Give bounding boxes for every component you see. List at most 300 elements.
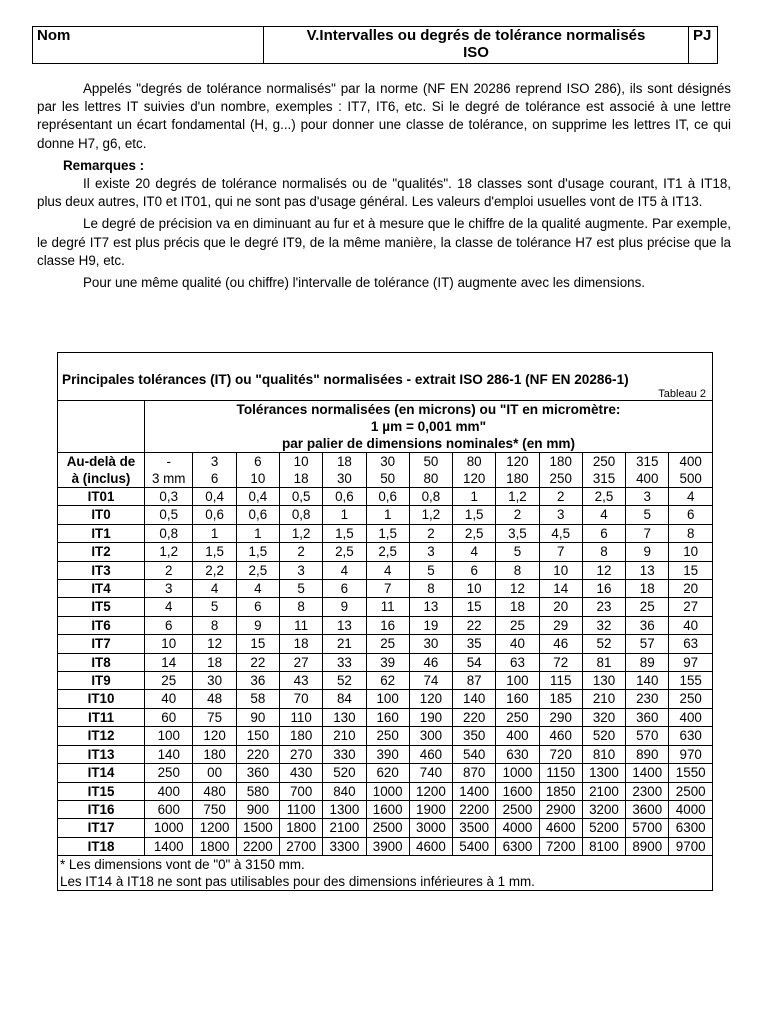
tolerance-value: 840 bbox=[323, 782, 366, 800]
tolerance-value: 0,8 bbox=[145, 524, 193, 542]
tolerance-value: 43 bbox=[280, 672, 323, 690]
tolerance-value: 600 bbox=[145, 800, 193, 818]
tolerance-value: 4 bbox=[582, 506, 625, 524]
tolerance-value: 330 bbox=[323, 745, 366, 763]
tolerance-value: 6 bbox=[145, 616, 193, 634]
tolerance-value: 25 bbox=[145, 672, 193, 690]
tolerance-value: 520 bbox=[323, 764, 366, 782]
tolerance-value: 1,5 bbox=[323, 524, 366, 542]
grade-label: IT6 bbox=[58, 616, 145, 634]
dimension-from: 6 bbox=[254, 454, 262, 469]
tolerance-value: 39 bbox=[366, 653, 409, 671]
tolerance-value: 5200 bbox=[582, 819, 625, 837]
tolerance-value: 2 bbox=[496, 506, 539, 524]
table-row bbox=[58, 524, 713, 542]
tolerance-value: 1800 bbox=[280, 819, 323, 837]
subheading-line-2: 1 µm = 0,001 mm" bbox=[370, 419, 487, 434]
table-title-cell bbox=[58, 353, 713, 401]
tolerance-value: 140 bbox=[626, 672, 669, 690]
row-header-label bbox=[58, 453, 145, 488]
grade-label: IT1 bbox=[58, 524, 145, 542]
grade-label: IT10 bbox=[58, 690, 145, 708]
grade-label: IT13 bbox=[58, 745, 145, 763]
tolerance-value: 4000 bbox=[496, 819, 539, 837]
tolerance-value: 5 bbox=[496, 543, 539, 561]
tolerance-value: 3500 bbox=[453, 819, 496, 837]
tolerance-value: 25 bbox=[626, 598, 669, 616]
dimension-range-header bbox=[582, 453, 625, 488]
tolerance-value: 3600 bbox=[626, 800, 669, 818]
dimension-range-header bbox=[539, 453, 582, 488]
tolerance-value: 27 bbox=[280, 653, 323, 671]
tolerance-table bbox=[57, 352, 713, 891]
dimension-header-row bbox=[58, 453, 713, 488]
tolerance-value: 18 bbox=[626, 580, 669, 598]
tolerance-value: 3200 bbox=[582, 800, 625, 818]
table-row bbox=[58, 690, 713, 708]
tolerance-value: 8 bbox=[669, 524, 713, 542]
tolerance-value: 2 bbox=[409, 524, 452, 542]
tolerance-value: 7 bbox=[626, 524, 669, 542]
tolerance-value: 810 bbox=[582, 745, 625, 763]
tolerance-value: 5700 bbox=[626, 819, 669, 837]
tolerance-value: 60 bbox=[145, 708, 193, 726]
tolerance-value: 4 bbox=[145, 598, 193, 616]
tolerance-value: 36 bbox=[236, 672, 279, 690]
tolerance-value: 2 bbox=[145, 561, 193, 579]
tolerance-value: 750 bbox=[193, 800, 236, 818]
table-row bbox=[58, 616, 713, 634]
tolerance-value: 19 bbox=[409, 616, 452, 634]
tolerance-value: 30 bbox=[409, 635, 452, 653]
dimension-range-header bbox=[669, 453, 713, 488]
tolerance-value: 2,5 bbox=[236, 561, 279, 579]
tolerance-value: 0,6 bbox=[236, 506, 279, 524]
tolerance-value: 1 bbox=[193, 524, 236, 542]
tolerance-value: 3,5 bbox=[496, 524, 539, 542]
tolerance-value: 4600 bbox=[539, 819, 582, 837]
tolerance-value: 16 bbox=[582, 580, 625, 598]
tolerance-value: 1 bbox=[323, 506, 366, 524]
table-row bbox=[58, 708, 713, 726]
tolerance-value: 1200 bbox=[409, 782, 452, 800]
dimension-to: 3 mm bbox=[151, 471, 186, 486]
tolerance-value: 52 bbox=[582, 635, 625, 653]
tolerance-value: 6 bbox=[323, 580, 366, 598]
tolerance-value: 23 bbox=[582, 598, 625, 616]
tolerance-value: 3 bbox=[409, 543, 452, 561]
tolerance-value: 25 bbox=[496, 616, 539, 634]
tolerance-value: 5400 bbox=[453, 837, 496, 855]
tolerance-value: 10 bbox=[145, 635, 193, 653]
tolerance-value: 400 bbox=[496, 727, 539, 745]
tolerance-value: 11 bbox=[366, 598, 409, 616]
tolerance-value: 81 bbox=[582, 653, 625, 671]
dimension-from: 400 bbox=[679, 454, 702, 469]
tolerance-value: 0,5 bbox=[145, 506, 193, 524]
tolerance-value: 35 bbox=[453, 635, 496, 653]
tolerance-value: 0,6 bbox=[366, 488, 409, 506]
tolerance-value: 40 bbox=[496, 635, 539, 653]
table-number: Tableau 2 bbox=[658, 388, 706, 400]
table-row bbox=[58, 745, 713, 763]
tolerance-value: 400 bbox=[145, 782, 193, 800]
tolerance-value: 15 bbox=[453, 598, 496, 616]
tolerance-value: 1,2 bbox=[409, 506, 452, 524]
table-row bbox=[58, 635, 713, 653]
dimension-to: 500 bbox=[679, 471, 702, 486]
tolerance-value: 570 bbox=[626, 727, 669, 745]
row-header-line-2: à (inclus) bbox=[71, 471, 131, 486]
tolerance-value: 1,2 bbox=[280, 524, 323, 542]
tolerance-value: 0,4 bbox=[236, 488, 279, 506]
dimension-from: - bbox=[166, 454, 171, 469]
dimension-range-header bbox=[409, 453, 452, 488]
tolerance-value: 12 bbox=[496, 580, 539, 598]
tolerance-value: 2100 bbox=[323, 819, 366, 837]
table-row bbox=[58, 653, 713, 671]
table-subheading bbox=[145, 401, 713, 453]
footnote-1: * Les dimensions vont de "0" à 3150 mm. bbox=[60, 857, 305, 873]
tolerance-value: 18 bbox=[280, 635, 323, 653]
tolerance-value: 5 bbox=[409, 561, 452, 579]
tolerance-value: 540 bbox=[453, 745, 496, 763]
tolerance-value: 2500 bbox=[669, 782, 713, 800]
dimension-from: 3 bbox=[210, 454, 219, 469]
tolerance-value: 2,5 bbox=[453, 524, 496, 542]
tolerance-value: 150 bbox=[236, 727, 279, 745]
tolerance-value: 14 bbox=[539, 580, 582, 598]
grade-label: IT2 bbox=[58, 543, 145, 561]
tolerance-value: 190 bbox=[409, 708, 452, 726]
tolerance-value: 130 bbox=[323, 708, 366, 726]
tolerance-value: 520 bbox=[582, 727, 625, 745]
tolerance-value: 46 bbox=[539, 635, 582, 653]
grade-label: IT3 bbox=[58, 561, 145, 579]
tolerance-value: 390 bbox=[366, 745, 409, 763]
tolerance-value: 110 bbox=[280, 708, 323, 726]
table-row bbox=[58, 543, 713, 561]
grade-label: IT15 bbox=[58, 782, 145, 800]
tolerance-value: 100 bbox=[496, 672, 539, 690]
tolerance-value: 8 bbox=[193, 616, 236, 634]
tolerance-value: 16 bbox=[366, 616, 409, 634]
grade-label: IT16 bbox=[58, 800, 145, 818]
tolerance-value: 1400 bbox=[145, 837, 193, 855]
tolerance-value: 970 bbox=[669, 745, 713, 763]
dimension-range-header bbox=[280, 453, 323, 488]
tolerance-value: 75 bbox=[193, 708, 236, 726]
table-row bbox=[58, 800, 713, 818]
document-title bbox=[264, 27, 689, 64]
table-row bbox=[58, 672, 713, 690]
tolerance-value: 90 bbox=[236, 708, 279, 726]
dimension-range-header bbox=[145, 453, 193, 488]
table-footnotes bbox=[58, 856, 713, 891]
tolerance-value: 0,5 bbox=[280, 488, 323, 506]
tolerance-value: 8100 bbox=[582, 837, 625, 855]
tolerance-value: 430 bbox=[280, 764, 323, 782]
tolerance-value: 4600 bbox=[409, 837, 452, 855]
tolerance-value: 220 bbox=[453, 708, 496, 726]
tolerance-value: 1000 bbox=[145, 819, 193, 837]
tolerance-value: 250 bbox=[366, 727, 409, 745]
tolerance-value: 180 bbox=[193, 745, 236, 763]
tolerance-value: 2500 bbox=[366, 819, 409, 837]
tolerance-value: 290 bbox=[539, 708, 582, 726]
tolerance-value: 870 bbox=[453, 764, 496, 782]
tolerance-value: 250 bbox=[496, 708, 539, 726]
tolerance-value: 1600 bbox=[496, 782, 539, 800]
tolerance-value: 3900 bbox=[366, 837, 409, 855]
table-row bbox=[58, 782, 713, 800]
tolerance-value: 2100 bbox=[582, 782, 625, 800]
table-row bbox=[58, 561, 713, 579]
tolerance-value: 9 bbox=[236, 616, 279, 634]
tolerance-value: 21 bbox=[323, 635, 366, 653]
tolerance-value: 25 bbox=[366, 635, 409, 653]
tolerance-value: 54 bbox=[453, 653, 496, 671]
dimension-to: 50 bbox=[380, 471, 396, 486]
dimension-range-header bbox=[236, 453, 279, 488]
tolerance-value: 70 bbox=[280, 690, 323, 708]
title-line-1: V.Intervalles ou degrés de tolérance normalisés bbox=[306, 27, 646, 44]
grade-label: IT0 bbox=[58, 506, 145, 524]
tolerance-value: 5 bbox=[193, 598, 236, 616]
tolerance-value: 89 bbox=[626, 653, 669, 671]
tolerance-value: 1800 bbox=[193, 837, 236, 855]
dimension-from: 180 bbox=[549, 454, 572, 469]
row-header-line-1: Au-delà de bbox=[66, 454, 136, 469]
tolerance-value: 4 bbox=[366, 561, 409, 579]
tolerance-value: 130 bbox=[582, 672, 625, 690]
tolerance-value: 140 bbox=[453, 690, 496, 708]
tolerance-value: 720 bbox=[539, 745, 582, 763]
tolerance-value: 1000 bbox=[496, 764, 539, 782]
tolerance-value: 2 bbox=[280, 543, 323, 561]
tolerance-value: 20 bbox=[669, 580, 713, 598]
table-row bbox=[58, 837, 713, 855]
tolerance-value: 2200 bbox=[453, 800, 496, 818]
tolerance-value: 2900 bbox=[539, 800, 582, 818]
grade-label: IT7 bbox=[58, 635, 145, 653]
table-row bbox=[58, 488, 713, 506]
dimension-from: 50 bbox=[423, 454, 439, 469]
dimension-to: 6 bbox=[210, 471, 219, 486]
tolerance-value: 5 bbox=[280, 580, 323, 598]
tolerance-value: 3 bbox=[539, 506, 582, 524]
pj-field bbox=[689, 27, 718, 64]
tolerance-value: 4 bbox=[453, 543, 496, 561]
tolerance-value: 1850 bbox=[539, 782, 582, 800]
dimension-from: 10 bbox=[293, 454, 309, 469]
dimension-to: 250 bbox=[549, 471, 572, 486]
grade-label: IT12 bbox=[58, 727, 145, 745]
tolerance-value: 13 bbox=[323, 616, 366, 634]
tolerance-value: 2,2 bbox=[193, 561, 236, 579]
tolerance-value: 2500 bbox=[496, 800, 539, 818]
tolerance-value: 900 bbox=[236, 800, 279, 818]
tolerance-value: 0,3 bbox=[145, 488, 193, 506]
tolerance-value: 3000 bbox=[409, 819, 452, 837]
tolerance-value: 460 bbox=[539, 727, 582, 745]
tolerance-value: 3 bbox=[626, 488, 669, 506]
dimension-from: 315 bbox=[636, 454, 659, 469]
tolerance-value: 97 bbox=[669, 653, 713, 671]
dimension-from: 30 bbox=[380, 454, 396, 469]
tolerance-value: 12 bbox=[582, 561, 625, 579]
table-row bbox=[58, 727, 713, 745]
grade-label: IT14 bbox=[58, 764, 145, 782]
tolerance-value: 700 bbox=[280, 782, 323, 800]
tolerance-value: 1550 bbox=[669, 764, 713, 782]
tolerance-value: 29 bbox=[539, 616, 582, 634]
tolerance-value: 890 bbox=[626, 745, 669, 763]
tolerance-value: 460 bbox=[409, 745, 452, 763]
tolerance-value: 32 bbox=[582, 616, 625, 634]
dimension-from: 250 bbox=[592, 454, 616, 469]
tolerance-value: 22 bbox=[236, 653, 279, 671]
tolerance-value: 180 bbox=[280, 727, 323, 745]
tolerance-value: 1,2 bbox=[145, 543, 193, 561]
grade-label: IT8 bbox=[58, 653, 145, 671]
tolerance-value: 33 bbox=[323, 653, 366, 671]
grade-label: IT01 bbox=[58, 488, 145, 506]
tolerance-value: 7 bbox=[366, 580, 409, 598]
table-row bbox=[58, 598, 713, 616]
tolerance-value: 3 bbox=[145, 580, 193, 598]
tolerance-value: 52 bbox=[323, 672, 366, 690]
tolerance-value: 0,6 bbox=[323, 488, 366, 506]
intro-text bbox=[37, 80, 731, 292]
dimension-from: 80 bbox=[466, 454, 482, 469]
grade-label: IT17 bbox=[58, 819, 145, 837]
tolerance-value: 6300 bbox=[496, 837, 539, 855]
tolerance-value: 15 bbox=[236, 635, 279, 653]
tolerance-value: 2300 bbox=[626, 782, 669, 800]
tolerance-value: 4 bbox=[193, 580, 236, 598]
tolerance-value: 8 bbox=[582, 543, 625, 561]
dimension-to: 315 bbox=[592, 471, 616, 486]
tolerance-value: 120 bbox=[193, 727, 236, 745]
tolerance-value: 87 bbox=[453, 672, 496, 690]
dimension-from: 18 bbox=[336, 454, 352, 469]
tolerance-value: 1,2 bbox=[496, 488, 539, 506]
tolerance-value: 1,5 bbox=[453, 506, 496, 524]
tolerance-value: 1 bbox=[366, 506, 409, 524]
tolerance-value: 2200 bbox=[236, 837, 279, 855]
dimension-range-header bbox=[193, 453, 236, 488]
tolerance-value: 15 bbox=[669, 561, 713, 579]
tolerance-value: 4000 bbox=[669, 800, 713, 818]
tolerance-value: 630 bbox=[496, 745, 539, 763]
intro-paragraph-1: Appelés "degrés de tolérance normalisés" par la norme (NF EN 20286 reprend ISO 286), ils sont désignés par les lettres IT suivies d'un nombre, exemples : IT7, IT6, etc. Si le degré de tolérance est associé à une lettre représentant un écart fondamental (H, g...) pour donner une classe de tolérance, on supprime les lettres IT, ce qui donne H7, g6, etc. bbox=[37, 81, 731, 151]
pj-label: PJ bbox=[693, 27, 712, 44]
tolerance-value: 2700 bbox=[280, 837, 323, 855]
subheading-line-3: par palier de dimensions nominales* (en mm) bbox=[281, 436, 576, 451]
table-row bbox=[58, 819, 713, 837]
tolerance-value: 1 bbox=[453, 488, 496, 506]
tolerance-value: 8 bbox=[409, 580, 452, 598]
tolerance-value: 1400 bbox=[453, 782, 496, 800]
tolerance-value: 63 bbox=[669, 635, 713, 653]
tolerance-value: 57 bbox=[626, 635, 669, 653]
tolerance-value: 1150 bbox=[539, 764, 582, 782]
name-label: Nom bbox=[37, 27, 71, 44]
tolerance-value: 00 bbox=[193, 764, 236, 782]
tolerance-value: 40 bbox=[669, 616, 713, 634]
tolerance-value: 8 bbox=[496, 561, 539, 579]
table-row bbox=[58, 506, 713, 524]
tolerance-value: 1100 bbox=[280, 800, 323, 818]
tolerance-value: 270 bbox=[280, 745, 323, 763]
tolerance-value: 3300 bbox=[323, 837, 366, 855]
tolerance-value: 8 bbox=[280, 598, 323, 616]
tolerance-value: 100 bbox=[145, 727, 193, 745]
tolerance-value: 1,5 bbox=[193, 543, 236, 561]
dimension-range-header bbox=[453, 453, 496, 488]
tolerance-value: 360 bbox=[236, 764, 279, 782]
tolerance-value: 400 bbox=[669, 708, 713, 726]
remark-paragraph-2: Le degré de précision va en diminuant au fur et à mesure que le chiffre de la qualité augmente. Par exemple, le degré IT7 est plus précis que le degré IT9, de la même manière, la classe de tolérance H7 est plus précise que la classe H9, etc. bbox=[37, 216, 731, 268]
tolerance-value: 20 bbox=[539, 598, 582, 616]
tolerance-value: 120 bbox=[409, 690, 452, 708]
table-row bbox=[58, 764, 713, 782]
tolerance-value: 74 bbox=[409, 672, 452, 690]
tolerance-value: 10 bbox=[453, 580, 496, 598]
tolerance-value: 6 bbox=[669, 506, 713, 524]
tolerance-value: 2,5 bbox=[323, 543, 366, 561]
tolerance-value: 6 bbox=[582, 524, 625, 542]
tolerance-value: 4,5 bbox=[539, 524, 582, 542]
dimension-range-header bbox=[366, 453, 409, 488]
tolerance-value: 13 bbox=[626, 561, 669, 579]
tolerance-value: 2,5 bbox=[366, 543, 409, 561]
tolerance-value: 1400 bbox=[626, 764, 669, 782]
tolerance-value: 63 bbox=[496, 653, 539, 671]
tolerance-value: 10 bbox=[539, 561, 582, 579]
tolerance-value: 6300 bbox=[669, 819, 713, 837]
subheading-line-1: Tolérances normalisées (en microns) ou "IT en micromètre: bbox=[236, 402, 621, 417]
tolerance-value: 22 bbox=[453, 616, 496, 634]
dimension-to: 180 bbox=[506, 471, 529, 486]
tolerance-value: 72 bbox=[539, 653, 582, 671]
tolerance-value: 1900 bbox=[409, 800, 452, 818]
tolerance-value: 1600 bbox=[366, 800, 409, 818]
name-field bbox=[33, 27, 264, 64]
tolerance-value: 2 bbox=[539, 488, 582, 506]
tolerance-value: 12 bbox=[193, 635, 236, 653]
tolerance-value: 160 bbox=[366, 708, 409, 726]
tolerance-value: 2,5 bbox=[582, 488, 625, 506]
tolerance-value: 350 bbox=[453, 727, 496, 745]
table-corner bbox=[58, 401, 145, 453]
tolerance-value: 230 bbox=[626, 690, 669, 708]
grade-label: IT11 bbox=[58, 708, 145, 726]
footnote-2: Les IT14 à IT18 ne sont pas utilisables pour des dimensions inférieures à 1 mm. bbox=[60, 874, 535, 890]
tolerance-value: 18 bbox=[496, 598, 539, 616]
tolerance-value: 0,4 bbox=[193, 488, 236, 506]
tolerance-value: 630 bbox=[669, 727, 713, 745]
tolerance-value: 0,8 bbox=[409, 488, 452, 506]
tolerance-value: 84 bbox=[323, 690, 366, 708]
tolerance-value: 8900 bbox=[626, 837, 669, 855]
dimension-to: 400 bbox=[636, 471, 659, 486]
remark-paragraph-1: Il existe 20 degrés de tolérance normalisés ou de "qualités". 18 classes sont d'usage courant, IT1 à IT18, plus deux autres, IT0 et IT01, qui ne sont pas d'usage général. Les valeurs d'emploi usuelles vont de IT5 à IT13. bbox=[37, 176, 731, 210]
dimension-from: 120 bbox=[506, 454, 529, 469]
tolerance-value: 0,8 bbox=[280, 506, 323, 524]
tolerance-value: 5 bbox=[626, 506, 669, 524]
